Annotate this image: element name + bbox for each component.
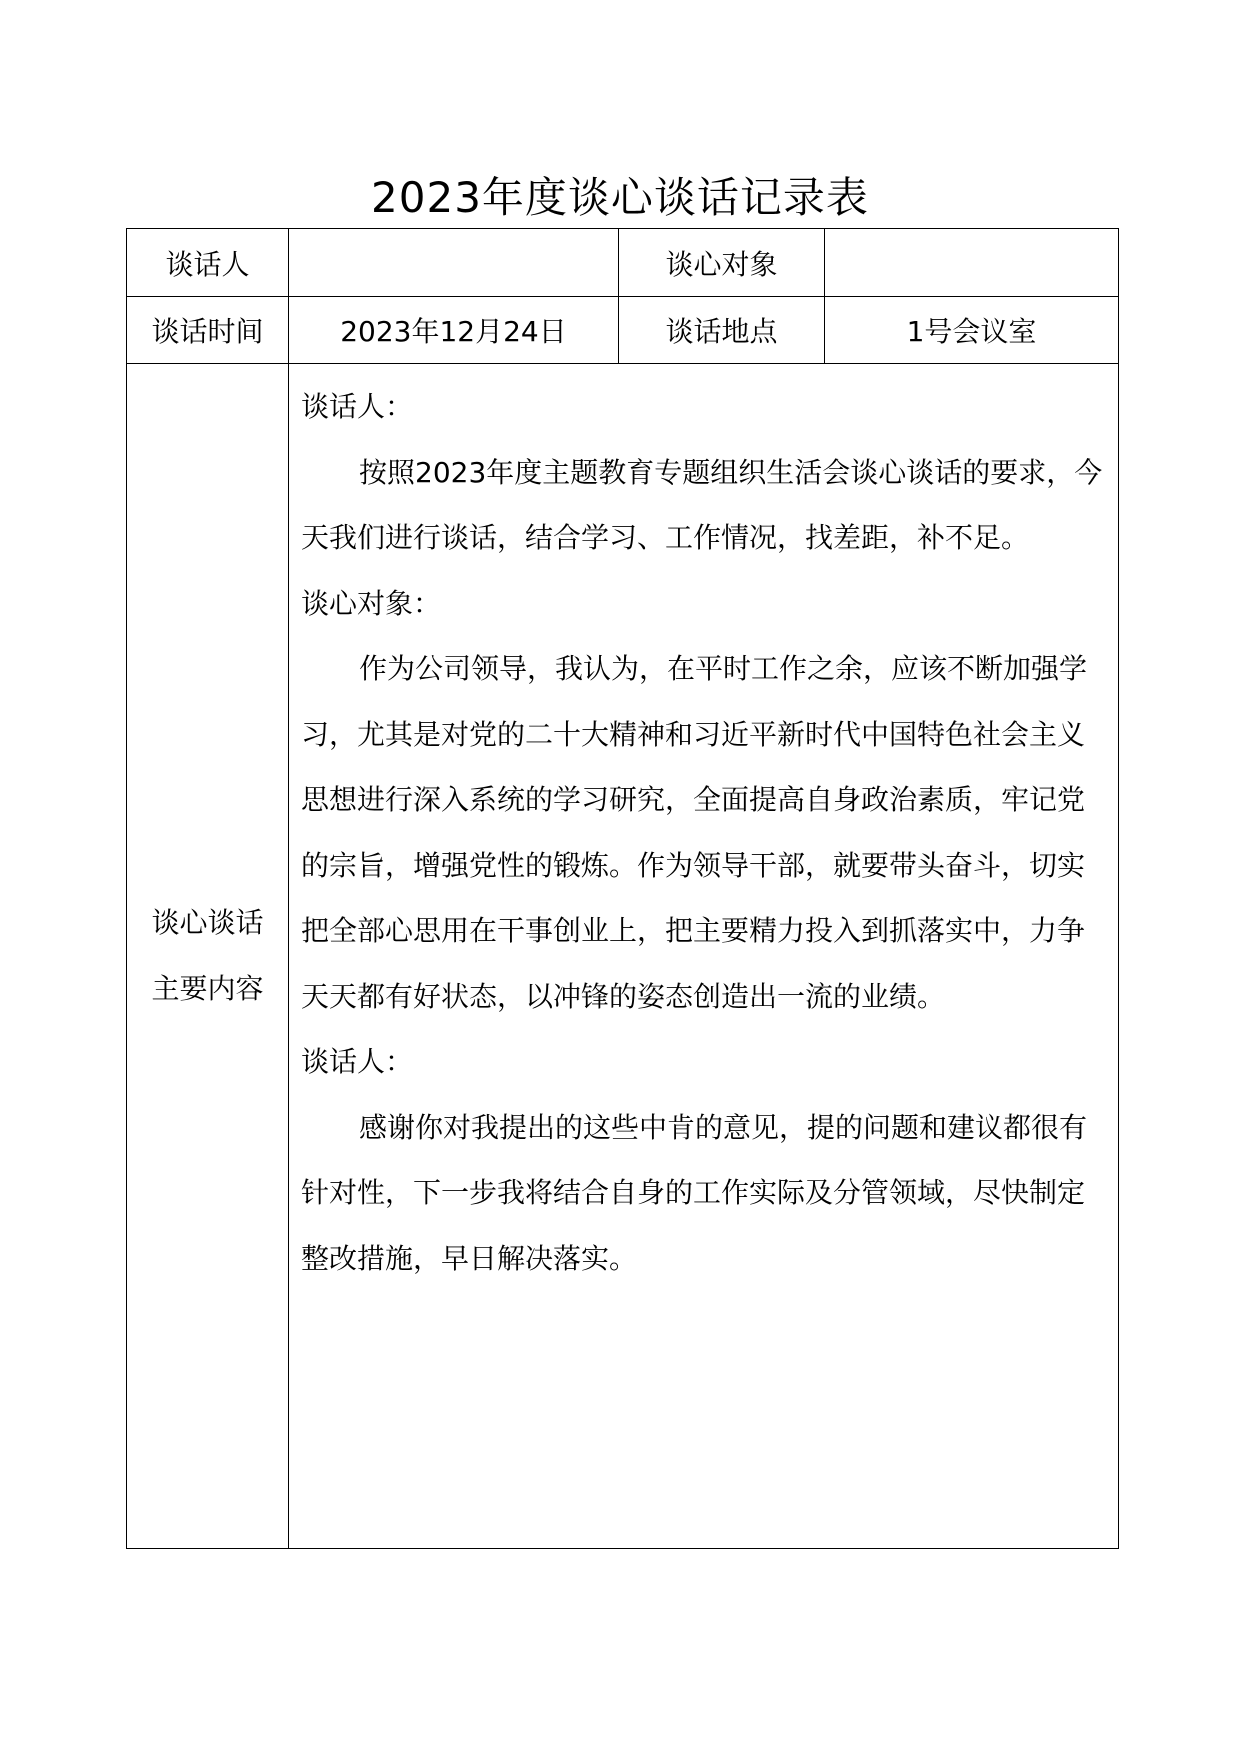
block1-speaker: 谈话人： [301,390,414,423]
target-label: 谈心对象 [619,229,825,297]
time-label: 谈话时间 [127,297,289,364]
speaker-value [289,229,619,297]
content-body [289,364,1119,1549]
content-label-line1: 谈心谈话 [151,906,264,939]
speaker-label: 谈话人 [127,229,289,297]
block2-speaker: 谈心对象： [301,586,442,620]
place-label: 谈话地点 [619,297,825,364]
target-value [825,229,1119,297]
content-label [127,364,289,1549]
record-table [126,228,1119,1549]
block3-speaker: 谈话人： [301,1045,414,1078]
table-row-time-place [127,297,1119,364]
table-row-content [127,364,1119,1549]
place-value: 1号会议室 [825,297,1119,364]
block2-text: 作为公司领导，我认为，在平时工作之余，应该不断加强学习，尤其是对党的二十大精神和习近平新时代中国特色社会主义思想进行深入系统的学习研究，全面提高自身政治素质，牢记党的宗旨，增强党性的锻炼。作为领导干部，就要带头奋斗，切实把全部心思用在干事创业上，把主要精力投入到抓落实中，力争天天都有好状态，以冲锋的姿态创造出一流的业绩。 [301,652,1088,1013]
page-title: 2023年度谈心谈话记录表 [371,173,869,222]
table-row-speaker [127,229,1119,297]
content-label-line2: 主要内容 [151,972,264,1005]
time-value: 2023年12月24日 [289,297,619,364]
block1-text: 按照2023年度主题教育专题组织生活会谈心谈话的要求，今天我们进行谈话，结合学习、工作情况，找差距，补不足。 [301,455,1103,554]
block3-text: 感谢你对我提出的这些中肯的意见，提的问题和建议都很有针对性，下一步我将结合自身的工作实际及分管领域，尽快制定整改措施，早日解决落实。 [301,1110,1088,1275]
